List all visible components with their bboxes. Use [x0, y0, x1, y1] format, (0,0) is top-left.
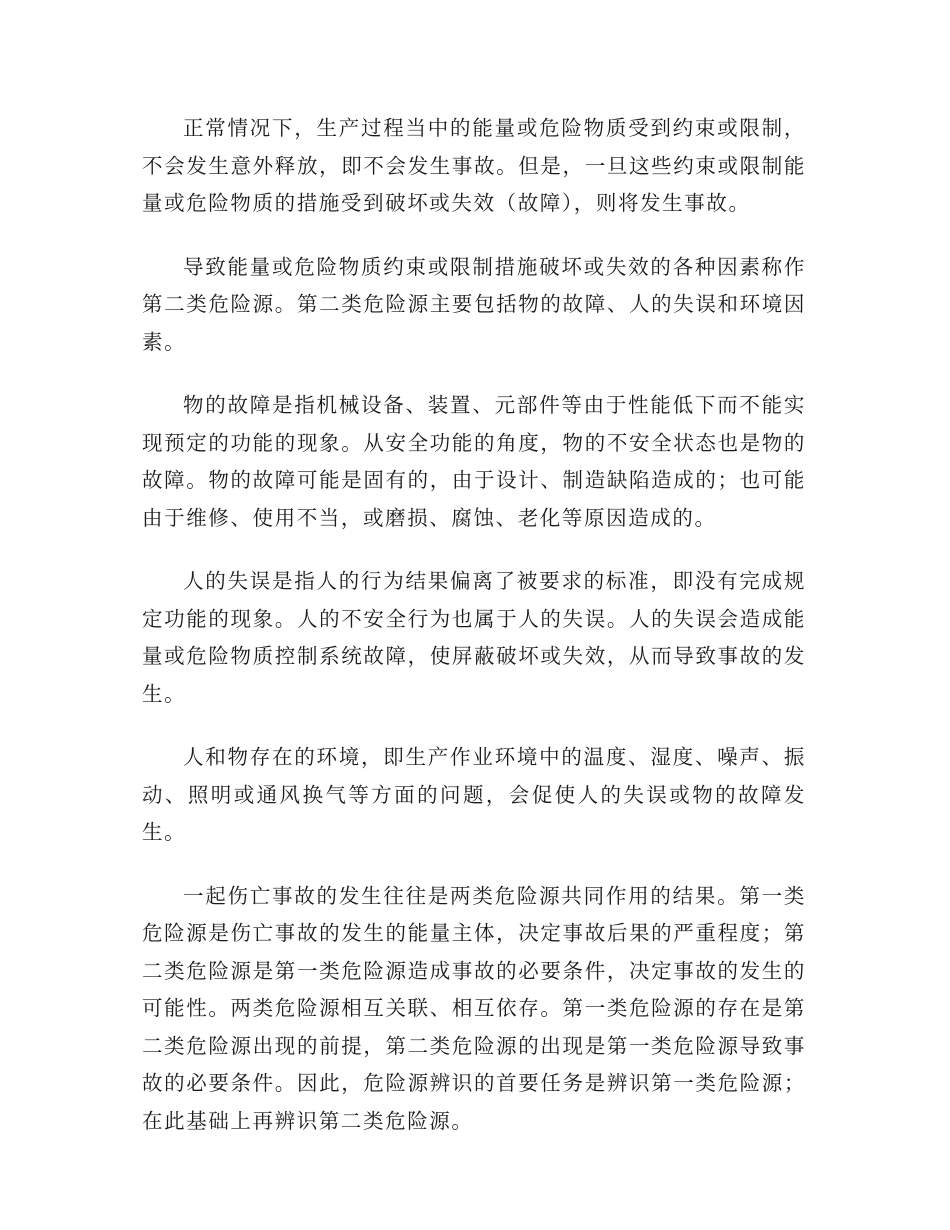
paragraph-normal-conditions: 正常情况下，生产过程当中的能量或危险物质受到约束或限制，不会发生意外释放，即不会发生事故。但是，一旦这些约束或限制能量或危险物质的措施受到破坏或失效（故障），则将发生事故。: [142, 116, 806, 215]
paragraph-equipment-failure: 物的故障是指机械设备、装置、元部件等由于性能低下而不能实现预定的功能的现象。从安全功能的角度，物的不安全状态也是物的故障。物的故障可能是固有的，由于设计、制造缺陷造成的；也可能由于维修、使用不当，或磨损、腐蚀、老化等原因造成的。: [142, 393, 806, 530]
paragraph-combined-effect: 一起伤亡事故的发生往往是两类危险源共同作用的结果。第一类危险源是伤亡事故的发生的能量主体，决定事故后果的严重程度；第二类危险源是第一类危险源造成事故的必要条件，决定事故的发生的可能性。两类危险源相互关联、相互依存。第一类危险源的存在是第二类危险源出现的前提，第二类危险源的出现是第一类危险源导致事故的必要条件。因此，危险源辨识的首要任务是辨识第一类危险源；在此基础上再辨识第二类危险源。: [142, 883, 806, 1133]
paragraph-environment-factors: 人和物存在的环境，即生产作业环境中的温度、湿度、噪声、振动、照明或通风换气等方面的问题，会促使人的失误或物的故障发生。: [142, 745, 806, 844]
paragraph-second-type-hazard: 导致能量或危险物质约束或限制措施破坏或失效的各种因素称作第二类危险源。第二类危险源主要包括物的故障、人的失误和环境因素。: [142, 254, 806, 354]
document-body: [142, 110, 806, 1166]
paragraph-human-error: 人的失误是指人的行为结果偏离了被要求的标准，即没有完成规定功能的现象。人的不安全行为也属于人的失误。人的失误会造成能量或危险物质控制系统故障，使屏蔽破坏或失效，从而导致事故的发生。: [142, 569, 806, 706]
